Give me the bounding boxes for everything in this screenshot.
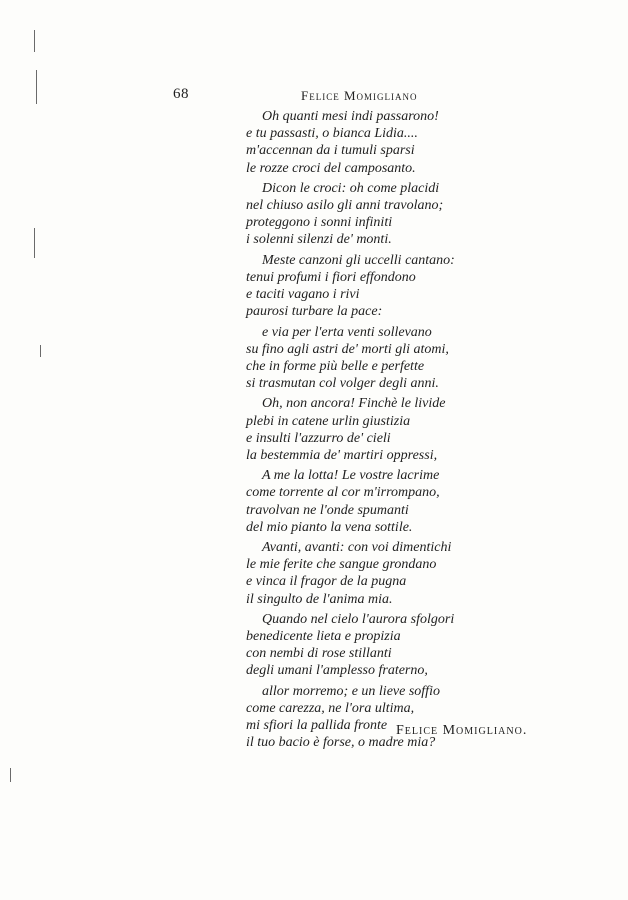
stanza (246, 324, 496, 393)
verse-line: che in forme più belle e perfette (246, 358, 425, 374)
margin-mark (40, 345, 41, 357)
verse-line: Meste canzoni gli uccelli cantano: (262, 252, 455, 268)
stanza (246, 252, 496, 321)
verse-line: travolvan ne l'onde spumanti (246, 502, 409, 518)
stanza (246, 467, 496, 536)
verse-line: A me la lotta! Le vostre lacrime (262, 468, 440, 484)
verse-line: e tu passasti, o bianca Lidia.... (246, 126, 418, 142)
verse-line: e vinca il fragor de la pugna (246, 574, 407, 590)
verse-line: le rozze croci del camposanto. (246, 160, 416, 176)
verse-line: la bestemmia de' martiri oppressi, (246, 447, 438, 463)
verse-line: come carezza, ne l'ora ultima, (246, 700, 415, 716)
stanza (246, 180, 496, 249)
stanza (246, 108, 496, 177)
author-signature: Felice Momigliano. (396, 723, 528, 738)
verse-line: del mio pianto la vena sottile. (246, 519, 413, 535)
verse-line: benedicente lieta e propizia (246, 629, 401, 645)
verse-line: plebi in catene urlin giustizia (246, 413, 411, 429)
verse-line: Avanti, avanti: con voi dimentichi (262, 540, 452, 556)
stanza (246, 611, 496, 680)
verse-line: come torrente al cor m'irrompano, (246, 485, 440, 501)
running-head: Felice Momigliano (301, 88, 418, 103)
verse-line: tenui profumi i fiori effondono (246, 269, 416, 285)
margin-mark (36, 70, 37, 104)
verse-line: Oh quanti mesi indi passarono! (262, 109, 439, 124)
verse-line: il singulto de l'anima mia. (246, 591, 393, 607)
verse-line: Dicon le croci: oh come placidi (262, 180, 440, 196)
verse-line: e insulti l'azzurro de' cieli (246, 430, 391, 446)
margin-mark (34, 228, 35, 258)
page-number: 68 (173, 86, 189, 102)
verse-line: degli umani l'amplesso fraterno, (246, 663, 428, 679)
verse-line: nel chiuso asilo gli anni travolano; (246, 198, 444, 214)
verse-line: m'accennan da i tumuli sparsi (246, 143, 415, 159)
stanza (246, 395, 496, 464)
verse-line: con nembi di rose stillanti (246, 646, 392, 662)
verse-line: le mie ferite che sangue grondano (246, 557, 437, 573)
verse-line: e taciti vagano i rivi (246, 287, 360, 303)
poem (246, 108, 496, 755)
verse-line: i solenni silenzi de' monti. (246, 232, 392, 248)
margin-mark (10, 768, 11, 782)
verse-line: paurosi turbare la pace: (246, 304, 383, 320)
verse-line: mi sfiori la pallida fronte (246, 718, 388, 734)
verse-line: su fino agli astri de' morti gli atomi, (246, 341, 449, 357)
stanza (246, 539, 496, 608)
margin-mark (34, 30, 35, 52)
verse-line: si trasmutan col volger degli anni. (246, 376, 439, 392)
stanza (246, 683, 496, 752)
verse-line: e via per l'erta venti sollevano (262, 324, 432, 340)
verse-line: Quando nel cielo l'aurora sfolgori (262, 611, 455, 627)
verse-line: allor morremo; e un lieve soffio (262, 683, 440, 699)
verse-line: Oh, non ancora! Finchè le livide (262, 396, 446, 412)
verse-line: proteggono i sonni infiniti (246, 215, 393, 231)
verse-line: il tuo bacio è forse, o madre mia? (246, 735, 436, 751)
